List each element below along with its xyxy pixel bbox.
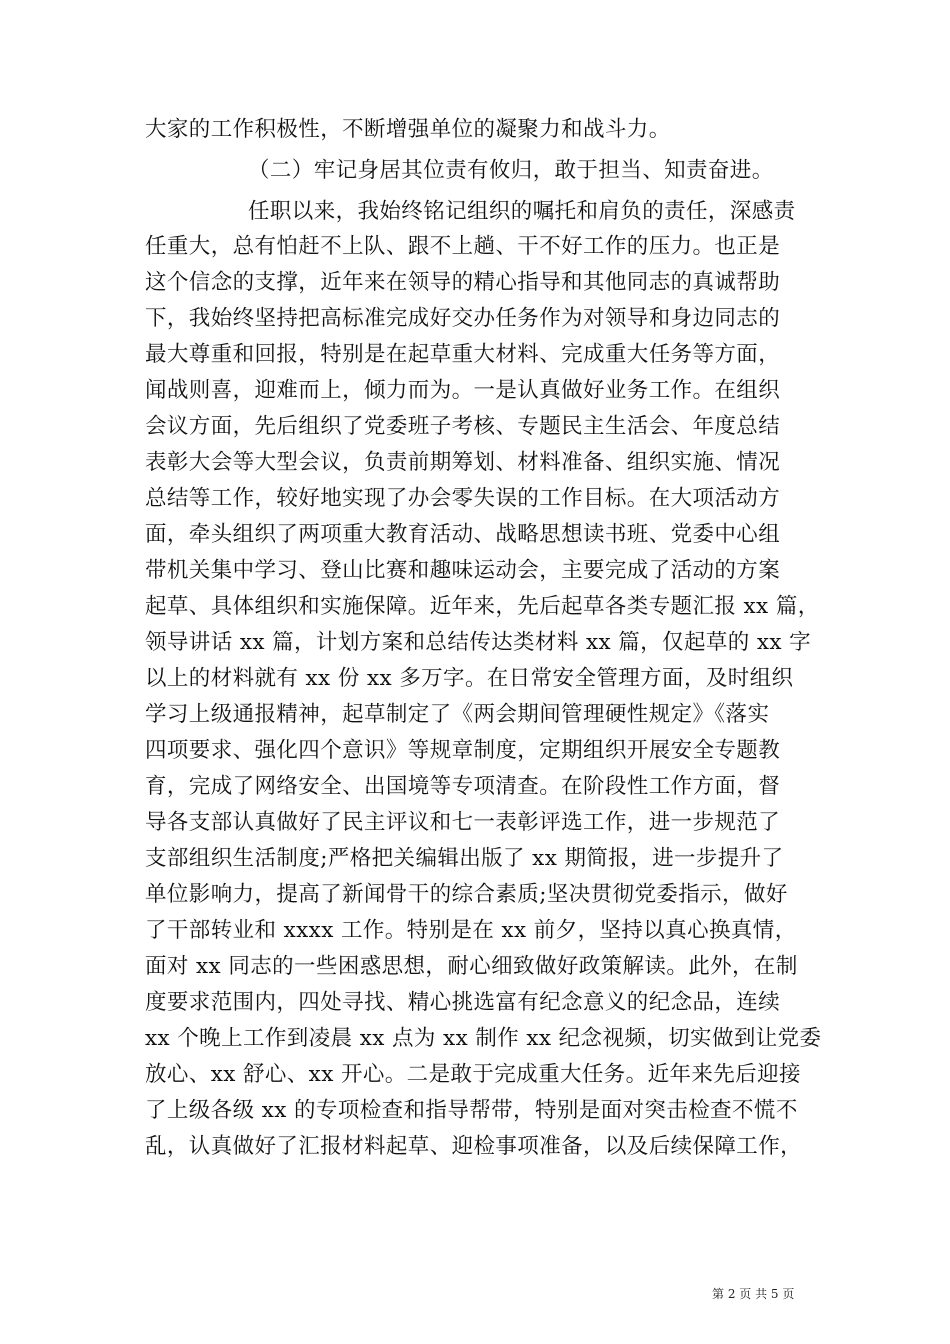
text-line: 放心、xx 舒心、xx 开心。二是敢于完成重大任务。近年来先后迎接 (145, 1062, 801, 1087)
text-line: 大家的工作积极性，不断增强单位的凝聚力和战斗力。 (145, 117, 671, 142)
text-line: 领导讲话 xx 篇，计划方案和总结传达类材料 xx 篇，仅起草的 xx 字 (145, 630, 812, 655)
text-line: 这个信念的支撑，近年来在领导的精心指导和其他同志的真诚帮助 (145, 270, 781, 295)
text-line: 表彰大会等大型会议，负责前期筹划、材料准备、组织实施、情况 (145, 450, 781, 475)
text-line: 度要求范围内，四处寻找、精心挑选富有纪念意义的纪念品，连续 (145, 990, 781, 1015)
text-line: 乱，认真做好了汇报材料起草、迎检事项准备，以及后续保障工作， (145, 1134, 803, 1159)
text-line: 下，我始终坚持把高标准完成好交办任务作为对领导和身边同志的 (145, 306, 781, 331)
text-line: 任重大，总有怕赶不上队、跟不上趟、干不好工作的压力。也正是 (145, 234, 781, 259)
text-line: 支部组织生活制度;严格把关编辑出版了 xx 期简报，进一步提升了 (145, 846, 784, 871)
text-line: 闻战则喜，迎难而上，倾力而为。一是认真做好业务工作。在组织 (145, 378, 781, 403)
text-line: 导各支部认真做好了民主评议和七一表彰评选工作，进一步规范了 (145, 810, 781, 835)
text-line: 面，牵头组织了两项重大教育活动、战略思想读书班、党委中心组 (145, 522, 781, 547)
page-number: 第 2 页 共 5 页 (712, 1287, 795, 1301)
text-line: 最大尊重和回报，特别是在起草重大材料、完成重大任务等方面， (145, 342, 781, 367)
section-heading: （二）牢记身居其位责有攸归，敢于担当、知责奋进。 (248, 158, 774, 183)
text-line: xx 个晚上工作到凌晨 xx 点为 xx 制作 xx 纪念视频，切实做到让党委 (145, 1026, 822, 1051)
text-line: 带机关集中学习、登山比赛和趣味运动会，主要完成了活动的方案 (145, 558, 781, 583)
text-line: 会议方面，先后组织了党委班子考核、专题民主生活会、年度总结 (145, 414, 781, 439)
text-line: 了上级各级 xx 的专项检查和指导帮带，特别是面对突击检查不慌不 (145, 1098, 798, 1123)
text-line: 了干部转业和 xxxx 工作。特别是在 xx 前夕，坚持以真心换真情， (145, 918, 797, 943)
text-line: 总结等工作，较好地实现了办会零失误的工作目标。在大项活动方 (145, 486, 781, 511)
text-line: 面对 xx 同志的一些困惑思想，耐心细致做好政策解读。此外，在制 (145, 954, 798, 979)
text-line: 学习上级通报精神，起草制定了《两会期间管理硬性规定》《落实 (145, 702, 770, 727)
text-line: 四项要求、强化四个意识》等规章制度，定期组织开展安全专题教 (145, 738, 781, 763)
text-line: 单位影响力，提高了新闻骨干的综合素质;坚决贯彻党委指示，做好 (145, 882, 788, 907)
text-line: 育，完成了网络安全、出国境等专项清查。在阶段性工作方面，督 (145, 774, 781, 799)
text-line: 起草、具体组织和实施保障。近年来，先后起草各类专题汇报 xx 篇， (145, 594, 820, 619)
text-line: 任职以来，我始终铭记组织的嘱托和肩负的责任，深感责 (248, 199, 796, 224)
text-line: 以上的材料就有 xx 份 xx 多万字。在日常安全管理方面，及时组织 (145, 666, 794, 691)
